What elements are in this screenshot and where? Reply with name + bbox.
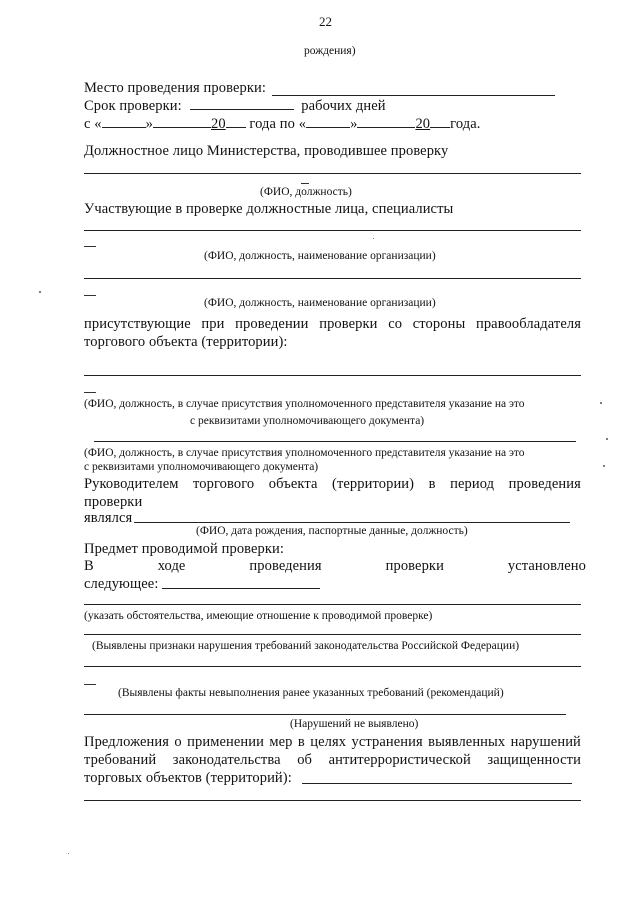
head-caption: (ФИО, дата рождения, паспортные данные, должность)	[196, 525, 468, 537]
date-to-quote: »	[350, 116, 358, 132]
word: ходе	[157, 558, 186, 574]
official-caption: (ФИО, должность)	[260, 186, 352, 198]
present-caption-2a: (ФИО, должность, в случае присутствия уполномоченного представителя указание на это	[84, 447, 525, 459]
inspection-dates-row	[84, 115, 481, 133]
scan-speck	[600, 402, 602, 404]
page-number: 22	[319, 14, 332, 29]
word: выявленных	[428, 734, 506, 750]
word: мер	[269, 734, 293, 750]
word: проведения	[508, 476, 581, 492]
proposals-field[interactable]	[84, 800, 581, 801]
scan-speck	[606, 438, 608, 440]
word: целях	[310, 734, 347, 750]
scan-speck	[39, 291, 41, 293]
head-line-2: проверки	[84, 494, 143, 510]
word: торгового	[193, 476, 255, 492]
top-continuation-text: рождения)	[304, 45, 356, 57]
date-to-month-field[interactable]	[357, 115, 415, 128]
date-to-year-field[interactable]	[430, 115, 450, 128]
circumstances-caption: (указать обстоятельства, имеющие отношение к проводимой проверке)	[84, 610, 433, 622]
word: защищенности	[487, 752, 581, 768]
present-caption-1b: с реквизитами уполномочивающего документа)	[190, 415, 425, 427]
date-from-year-prefix: 20	[210, 116, 226, 132]
official-field[interactable]	[84, 173, 581, 174]
head-line-1	[84, 476, 581, 493]
date-from-month-field[interactable]	[153, 115, 211, 128]
word: требований	[84, 752, 157, 768]
present-line-1	[84, 316, 581, 333]
violations-caption: (Выявлены признаки нарушения требований законодательства Российской Федерации)	[92, 640, 520, 652]
word: правообладателя	[475, 316, 581, 332]
participant-caption-2: (ФИО, должность, наименование организации)	[204, 297, 436, 309]
subject-label: Предмет проводимой проверки:	[84, 541, 285, 557]
date-from-prefix: с «	[84, 116, 102, 132]
word: стороны	[412, 316, 466, 332]
word: законодательства	[172, 752, 281, 768]
word: антитеррористической	[328, 752, 471, 768]
participant-field-1[interactable]	[84, 230, 581, 231]
head-line-3: являлся	[84, 510, 133, 526]
subject-line-1	[84, 558, 586, 575]
word: нарушений	[510, 734, 581, 750]
proposals-line-1	[84, 734, 581, 751]
participant-field-2[interactable]	[84, 278, 581, 279]
present-line-2: торгового объекта (территории):	[84, 334, 288, 350]
date-to-year-prefix: 20	[415, 116, 431, 132]
word: при	[201, 316, 225, 332]
word: проверки	[385, 558, 444, 574]
word: устранения	[351, 734, 423, 750]
short-dash	[84, 295, 96, 296]
word: объекта	[268, 476, 318, 492]
short-dash	[301, 183, 309, 184]
word: об	[297, 752, 313, 768]
word: присутствующие	[84, 316, 191, 332]
short-dash	[84, 684, 96, 685]
head-field[interactable]	[134, 522, 570, 523]
word: проведении	[235, 316, 309, 332]
facts-caption: (Выявлены факты невыполнения ранее указанных требований (рекомендаций)	[118, 687, 504, 699]
findings-field-inline[interactable]	[162, 588, 320, 589]
date-to-prefix: года по «	[249, 116, 307, 132]
word: в	[428, 476, 436, 492]
word: о	[174, 734, 182, 750]
scan-speck	[68, 853, 69, 854]
word: В	[84, 558, 94, 574]
word: в	[297, 734, 305, 750]
word: установлено	[507, 558, 586, 574]
participant-caption-1: (ФИО, должность, наименование организации)	[204, 250, 436, 262]
short-dash	[84, 392, 96, 393]
date-to-suffix: года.	[450, 116, 481, 132]
inspection-term-label: Срок проверки:	[84, 98, 182, 114]
official-label: Должностное лицо Министерства, проводившее проверку	[84, 143, 449, 159]
word: применении	[187, 734, 264, 750]
no-violations-caption: (Нарушений не выявлено)	[290, 718, 419, 730]
violations-field[interactable]	[84, 666, 581, 667]
proposals-line-2	[84, 752, 581, 769]
inspection-term-suffix: рабочих дней	[301, 98, 386, 114]
proposals-line-3: торговых объектов (территорий):	[84, 770, 292, 786]
date-from-year-field[interactable]	[226, 115, 246, 128]
word: Предложения	[84, 734, 170, 750]
word: Руководителем	[84, 476, 179, 492]
word: период	[450, 476, 495, 492]
word: проведения	[249, 558, 322, 574]
date-from-quote: »	[145, 116, 153, 132]
word: со	[388, 316, 403, 332]
inspection-place-field[interactable]	[272, 95, 555, 96]
circumstances-field[interactable]	[84, 634, 581, 635]
findings-field[interactable]	[84, 604, 581, 605]
present-field-2[interactable]	[94, 441, 576, 442]
inspection-place-label: Место проведения проверки:	[84, 80, 266, 96]
short-dash	[84, 246, 96, 247]
participants-label: Участвующие в проверке должностные лица, специалисты	[84, 201, 454, 217]
date-from-day-field[interactable]	[102, 115, 146, 128]
word: (территории)	[332, 476, 415, 492]
word: проверки	[319, 316, 378, 332]
scan-speck	[603, 465, 605, 467]
facts-field[interactable]	[84, 714, 566, 715]
date-to-day-field[interactable]	[306, 115, 350, 128]
inspection-term-row	[84, 97, 386, 115]
proposals-field-inline[interactable]	[302, 783, 572, 784]
present-field-1[interactable]	[84, 375, 581, 376]
scan-speck	[373, 238, 374, 239]
present-caption-2b: с реквизитами уполномочивающего документа)	[84, 461, 319, 473]
present-caption-1a: (ФИО, должность, в случае присутствия уполномоченного представителя указание на это	[84, 398, 525, 410]
subject-line-2: следующее:	[84, 576, 159, 592]
inspection-term-days-field[interactable]	[190, 97, 294, 110]
